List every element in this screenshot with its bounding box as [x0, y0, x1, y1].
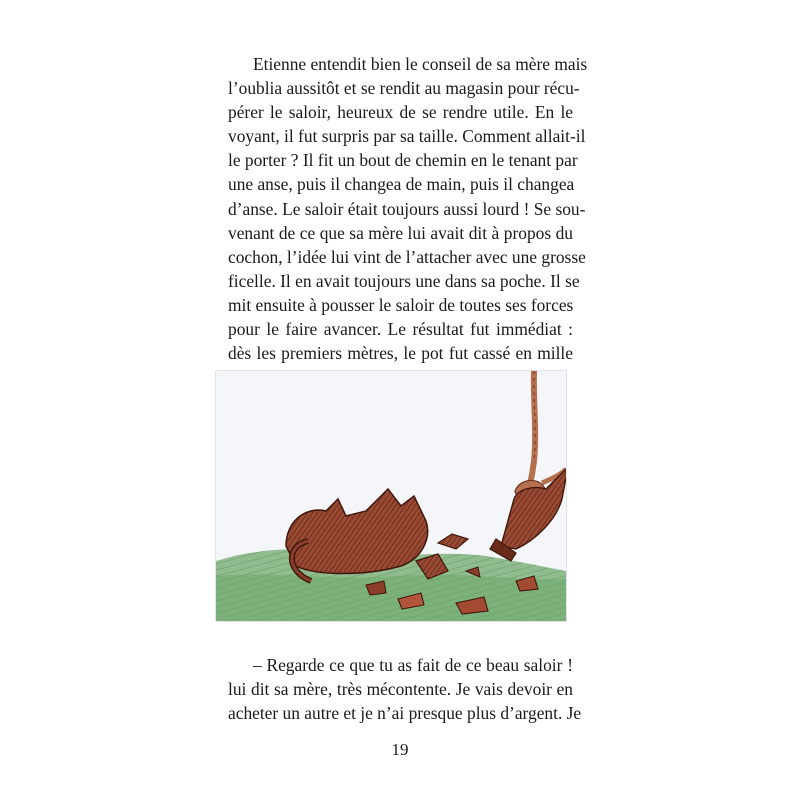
text-line: – Regarde ce que tu as fait de ce beau saloir ! — [253, 655, 573, 675]
text-line: une anse, puis il changea de main, puis il changea — [228, 174, 575, 195]
rope — [528, 371, 535, 489]
text-line: mit ensuite à pousser le saloir de toutes ses forces — [228, 294, 574, 315]
text-line: cochon, l’idée lui vint de l’attacher avec une grosse — [228, 246, 586, 267]
text-line: venant de ce que sa mère lui avait dit à propos du — [228, 222, 573, 243]
text-line: l’oublia aussitôt et se rendit au magasin pour récu- — [228, 78, 580, 99]
paragraph-1 — [228, 52, 588, 389]
pot-body-fragment — [286, 489, 428, 574]
broken-pot-drawing — [216, 371, 566, 621]
text-line: voyant, il fut surpris par sa taille. Comment allait-il — [228, 126, 586, 147]
text-line: lui dit sa mère, très mécontente. Je vais devoir en — [228, 679, 573, 700]
text-line: acheter un autre et je n’ai presque plus d’argent. Je — [228, 703, 582, 724]
text-line: Etienne entendit bien le conseil de sa mère mais — [253, 54, 588, 74]
text-line: d’anse. Le saloir était toujours aussi lourd ! Se sou- — [228, 198, 586, 219]
pot-shard — [438, 534, 468, 549]
broken-pot-illustration — [215, 370, 567, 622]
paragraph-2 — [228, 653, 582, 725]
text-line: pour le faire avancer. Le résultat fut immédiat : — [228, 319, 573, 340]
text-line: pérer le saloir, heureux de se rendre utile. En le — [228, 102, 573, 123]
page-number: 19 — [391, 740, 409, 759]
text-line: ficelle. Il en avait toujours une dans sa poche. Il se — [228, 270, 580, 291]
text-line: le porter ? Il fit un bout de chemin en le tenant par — [228, 150, 578, 171]
text-line: dès les premiers mètres, le pot fut cassé en mille — [228, 343, 573, 364]
